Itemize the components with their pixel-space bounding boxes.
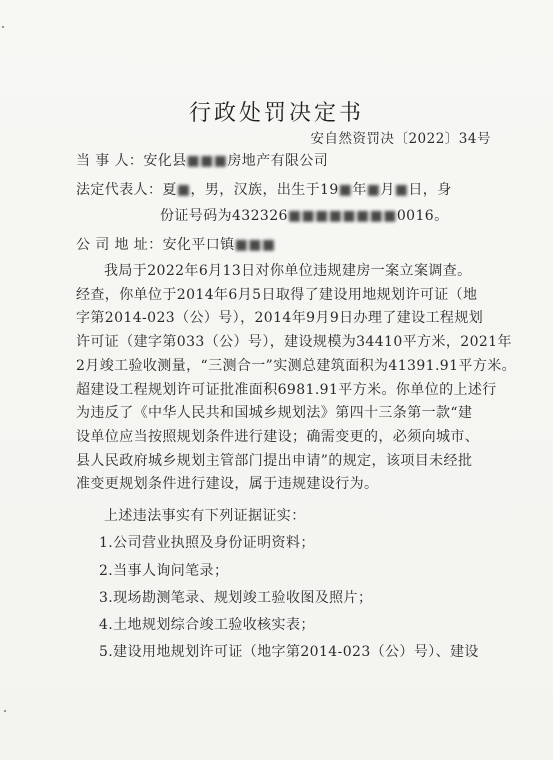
evidence-item: 4.土地规划综合竣工验收核实表； — [99, 617, 315, 633]
body-line: 经查，你单位于2014年6月5日取得了建设用地规划许可证（地 — [76, 286, 478, 303]
party-label: 当 事 人： — [76, 153, 144, 169]
year-label: 年 — [352, 182, 367, 198]
party-name-redacted: ■■■ — [186, 153, 228, 169]
birth-year-redacted: ■ — [338, 182, 353, 198]
body-line: 为违反了《中华人民共和国城乡规划法》第四十三条第一款“建 — [76, 405, 473, 422]
legal-rep-name-redacted: ■ — [176, 182, 191, 198]
document-title: 行政处罚决定书 — [188, 101, 364, 126]
address-redacted: ■■■ — [234, 237, 276, 253]
legal-rep-label: 法定代表人： — [76, 182, 163, 198]
legal-rep-surname: 夏 — [162, 182, 177, 198]
body-line: 许可证（建字第033（公）号），建设规模为34410平方米，2021年 — [76, 334, 512, 351]
body-line: 2月竣工验收测量，“三测合一”实测总建筑面积为41391.91平方米。 — [76, 357, 517, 374]
evidence-item: 5.建设用地规划许可证（地字第2014-023（公）号）、建设 — [99, 644, 479, 660]
evidence-item: 1.公司营业执照及身份证明资料； — [99, 535, 315, 551]
body-line: 超建设工程规划许可证批准面积6981.91平方米。你单位的上述行 — [76, 381, 497, 398]
document-number: 安自然资罚决〔2022〕34号 — [310, 131, 491, 147]
scan-speck — [2, 26, 4, 28]
legal-rep-line-1 — [76, 180, 452, 201]
id-number-redacted: ■■■■■■■■ — [287, 208, 397, 224]
birth-month-redacted: ■ — [366, 182, 381, 198]
evidence-item: 3.现场勘测笔录、规划竣工验收图及照片； — [99, 590, 373, 606]
legal-rep-line-2 — [160, 206, 449, 227]
body-line: 县人民政府城乡规划主管部门提出申请”的规定，该项目未经批 — [76, 452, 473, 469]
address-line — [76, 235, 275, 256]
party-line — [76, 151, 328, 172]
day-label: 日，身 — [408, 182, 452, 198]
month-label: 月 — [380, 182, 395, 198]
scan-speck — [4, 710, 6, 712]
evidence-intro: 上述违法事实有下列证据证实： — [104, 508, 306, 524]
birth-day-redacted: ■ — [394, 182, 409, 198]
legal-rep-gender-birth: ，男，汉族，出生于19 — [190, 182, 339, 198]
body-paragraph — [76, 260, 517, 497]
evidence-item: 2.当事人询问笔录； — [99, 563, 229, 579]
body-line: 准变更规划条件进行建设，属于违规建设行为。 — [76, 476, 379, 493]
body-line: 字第2014-023（公）号），2014年9月9日办理了建设工程规划 — [76, 310, 484, 327]
id-number-prefix: 份证号码为432326 — [160, 208, 288, 224]
party-name-prefix: 安化县 — [143, 153, 187, 169]
address-value: 安化平口镇 — [162, 237, 235, 253]
id-number-suffix: 0016。 — [396, 208, 449, 224]
address-label: 公 司 地 址： — [76, 237, 163, 253]
body-line: 我局于2022年6月13日对你单位违规建房一案立案调查。 — [104, 263, 472, 279]
body-line: 设单位应当按照规划条件进行建设；确需变更的，必须向城市、 — [76, 428, 480, 445]
party-name-suffix: 房地产有限公司 — [227, 153, 329, 169]
